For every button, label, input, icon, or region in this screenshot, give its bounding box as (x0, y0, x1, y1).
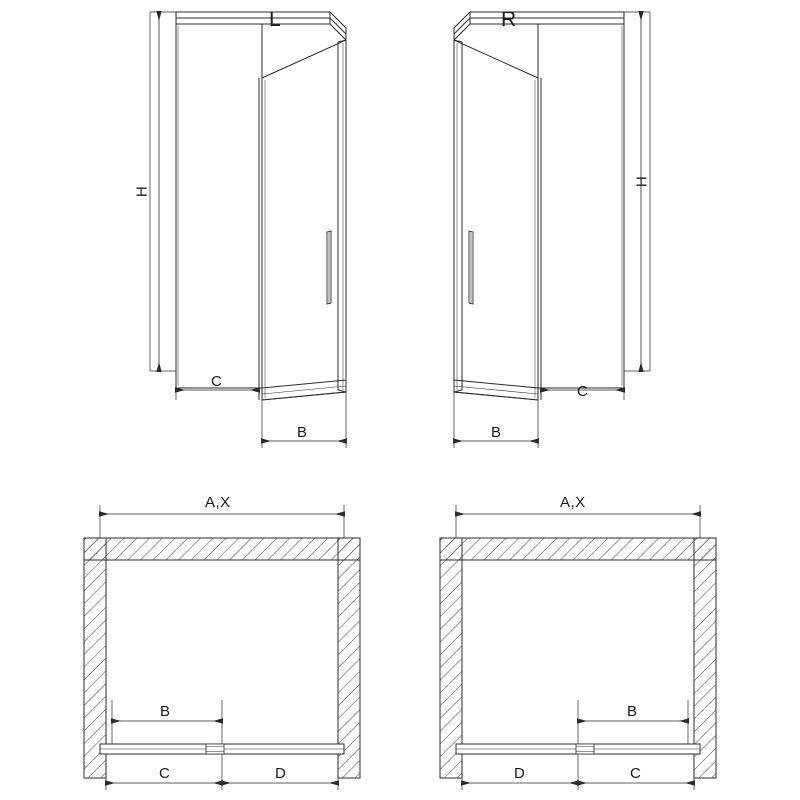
plan-left-view (84, 505, 360, 790)
elevation-right-view (454, 12, 650, 448)
dim-b-plan-left: B (160, 703, 171, 720)
dim-ax-plan-left: A,X (205, 494, 231, 511)
dim-d-plan-left: D (275, 765, 287, 782)
dim-b-elevation-left: B (297, 424, 308, 441)
dim-c-elevation-right: C (577, 383, 589, 400)
dim-ax-plan-right: A,X (560, 494, 586, 511)
label-view-right: R (501, 8, 517, 31)
label-view-left: L (269, 8, 282, 31)
dim-height-left: H (133, 185, 151, 198)
dim-c-plan-left: C (159, 765, 171, 782)
elevation-left-view (150, 12, 346, 448)
plan-right-view (440, 505, 716, 790)
dim-b-elevation-right: B (491, 424, 502, 441)
door-handle-right-view (469, 231, 473, 304)
dim-d-plan-right: D (514, 765, 526, 782)
door-handle-left-view (327, 231, 331, 304)
dim-c-elevation-left: C (211, 373, 223, 390)
dim-b-plan-right: B (627, 703, 638, 720)
dim-c-plan-right: C (630, 765, 642, 782)
dim-height-right: H (633, 175, 651, 188)
